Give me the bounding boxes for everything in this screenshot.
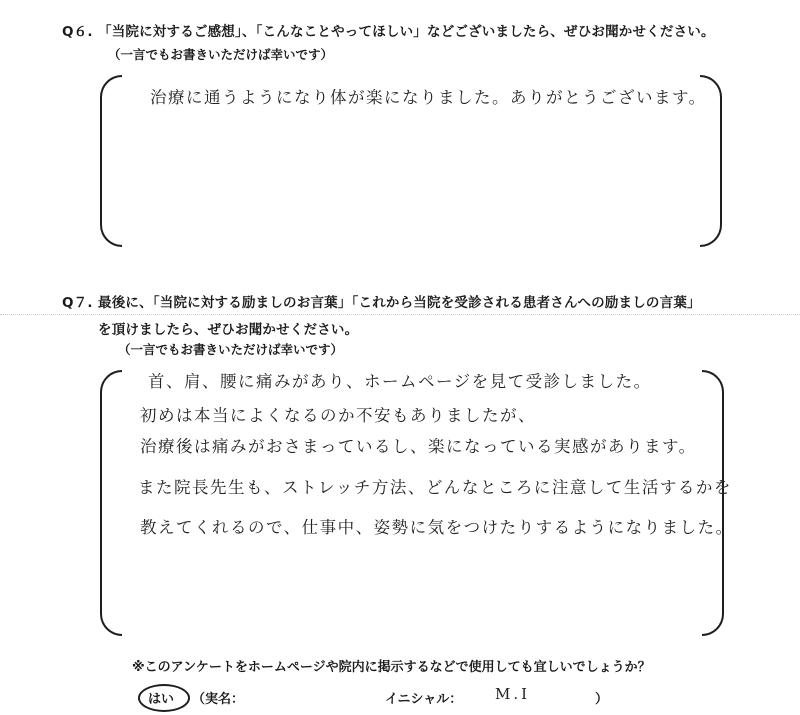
close-paren: ） [595,692,609,707]
q7-question-line-2: を頂けましたら、ぜひお聞かせください。 [98,322,359,338]
q7-answer-bracket-right [702,370,724,636]
scan-line [0,314,800,315]
q6-answer-bracket-left [100,75,122,247]
q7-answer-line-1: 首、肩、腰に痛みがあり、ホームページを見て受診しました。 [148,372,652,391]
consent-question: ※このアンケートをホームページや院内に掲示するなどで使用しても宜しいでしょうか？ [132,660,651,675]
q7-answer-bracket-left [100,370,122,636]
q6-question: 「当院に対するご感想」、「こんなことやってほしい」などございましたら、ぜひお聞かせください。 [98,24,715,40]
q7-hint: （一言でもお書きいただけば幸いです） [118,342,344,357]
q6-answer-text: 治療に通うようになり体が楽になりました。ありがとうございます。 [150,88,707,107]
q7-question-line-1: 最後に、「当院に対する励ましのお言葉」「これから当院を受診される患者さんへの励ましの言葉」 [98,295,701,311]
q6-number: Q６. [62,24,93,40]
q7-answer-line-3: 治療後は痛みがおさまっているし、楽になっている実感があります。 [140,437,697,456]
q7-answer-line-5: 教えてくれるので、仕事中、姿勢に気をつけたりするようになりました。 [140,518,734,537]
initial-value: M.I [495,685,531,703]
realname-label: （実名： [192,692,245,707]
q7-answer-line-2: 初めは本当によくなるのか不安もありましたが、 [140,406,536,425]
q6-hint: （一言でもお書きいただけば幸いです） [108,47,334,62]
q7-answer-line-4: また院長先生も、ストレッチ方法、どんなところに注意して生活するかを [138,478,732,497]
initial-label: イニシャル： [385,692,463,707]
q7-number: Q７. [62,295,93,311]
consent-yes-option[interactable]: はい [148,692,175,707]
